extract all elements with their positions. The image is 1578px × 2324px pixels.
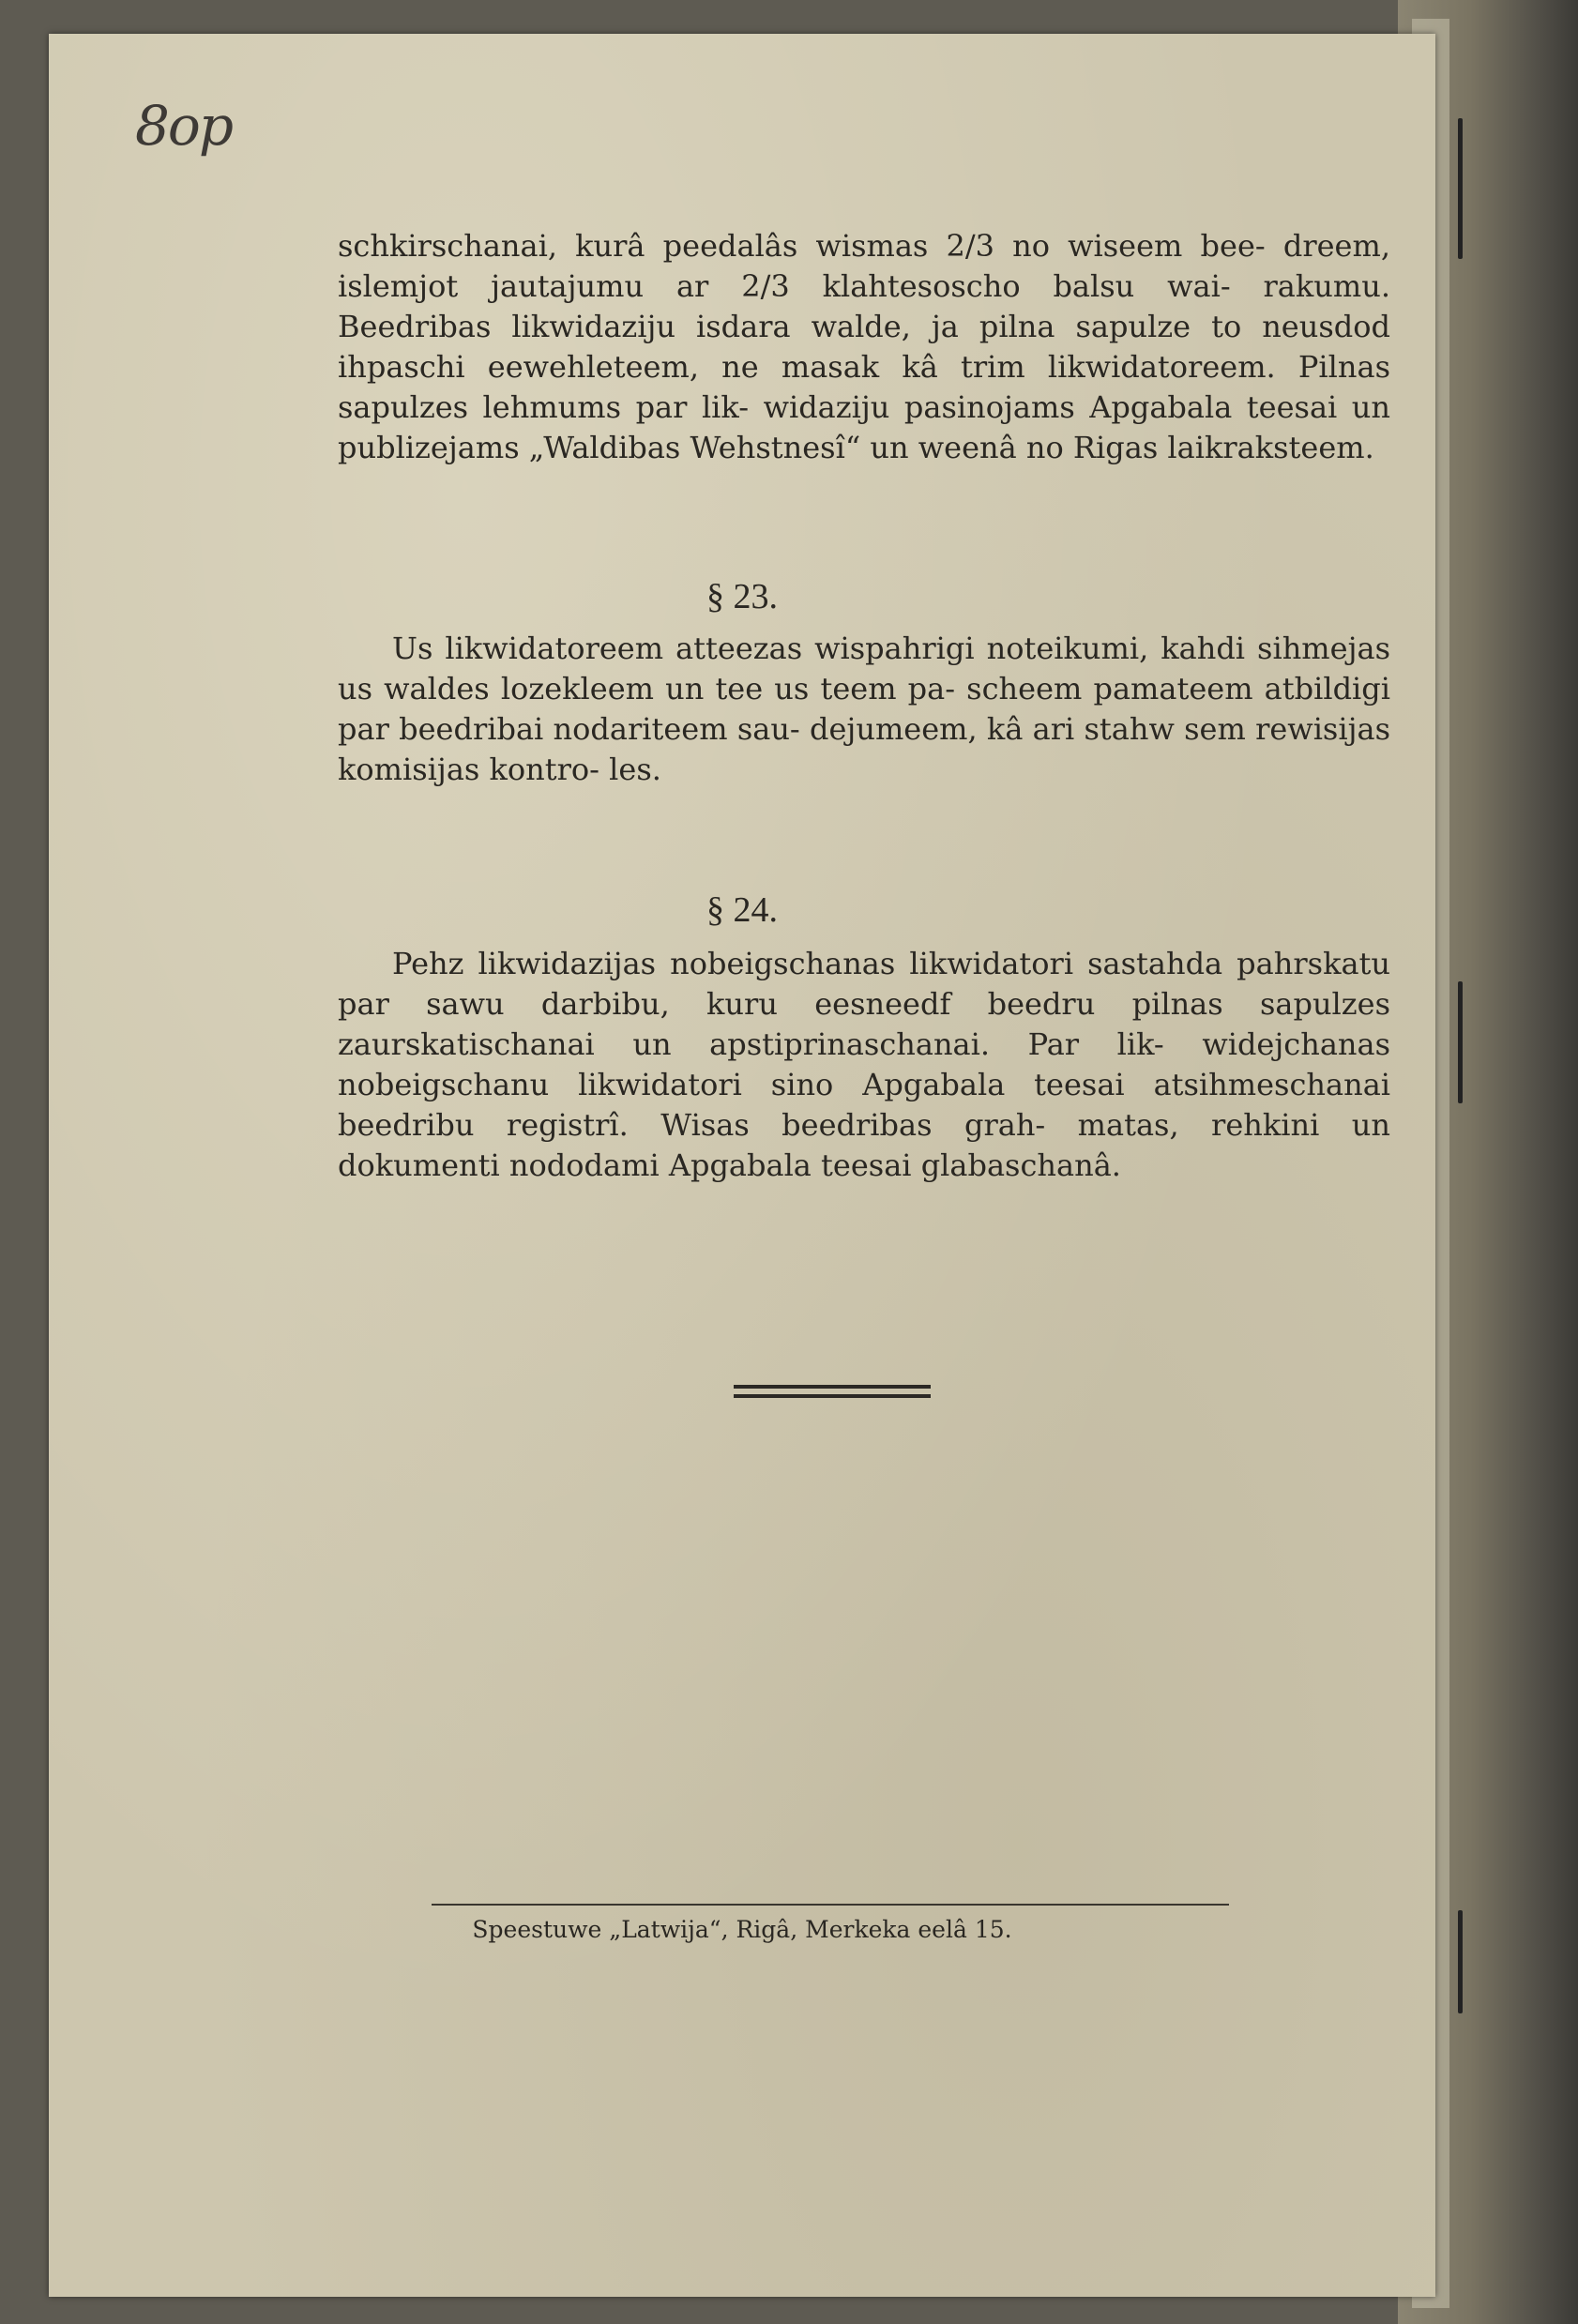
section-heading-24: § 24. xyxy=(706,890,778,930)
paragraph-section-24 xyxy=(338,944,1390,1186)
paragraph-section-23 xyxy=(338,629,1390,790)
printer-imprint: Speestuwe „Latwija“, Rigâ, Merkeka eelâ 15. xyxy=(472,1916,1012,1943)
double-rule-bottom xyxy=(734,1394,931,1398)
edge-mark xyxy=(1458,118,1463,259)
double-rule-top xyxy=(734,1385,931,1389)
pencil-annotation: 8op xyxy=(135,94,232,158)
paragraph-text: Us likwidatoreem atteezas wispahrigi noteikumi, kahdi sihmejas us waldes lozekleem un tee us teem pa- scheem pamateem atbildigi par beedribai nodariteem sau- dejumeem, kâ ari stahw sem rewisijas komisijas kontro- les. xyxy=(338,630,1390,787)
paragraph-continuation xyxy=(338,226,1390,468)
paragraph-text: Pehz likwidazijas nobeigschanas likwidatori sastahda pahrskatu par sawu darbibu, kuru eesneedf beedru pilnas sapulzes zaurskatischanai un apstiprinaschanai. Par lik- widejchanas nobeigschanu likwidatori sino Apgabala teesai atsihmeschanai beedribu registrî. Wisas beedribas grah- matas, rehkini un dokumenti nododami Apgabala teesai glabaschanâ. xyxy=(338,946,1390,1183)
edge-mark xyxy=(1458,981,1463,1103)
paragraph-text: schkirschanai, kurâ peedalâs wismas 2/3 no wiseem bee- dreem, islemjot jautajumu ar 2/3 klahtesoscho balsu wai- rakumu. Beedribas likwidaziju isdara walde, ja pilna sapulze to neusdod ihpaschi eewehleteem, ne masak kâ trim likwidatoreem. Pilnas sapulzes lehmums par lik- widaziju pasinojams Apgabala teesai un publizejams „Waldibas Wehstnesî“ un weenâ no Rigas laikraksteem. xyxy=(338,228,1390,465)
document-page xyxy=(49,34,1435,2297)
section-heading-23: § 23. xyxy=(706,577,778,616)
edge-mark xyxy=(1458,1910,1463,2013)
footer-rule xyxy=(432,1904,1229,1906)
